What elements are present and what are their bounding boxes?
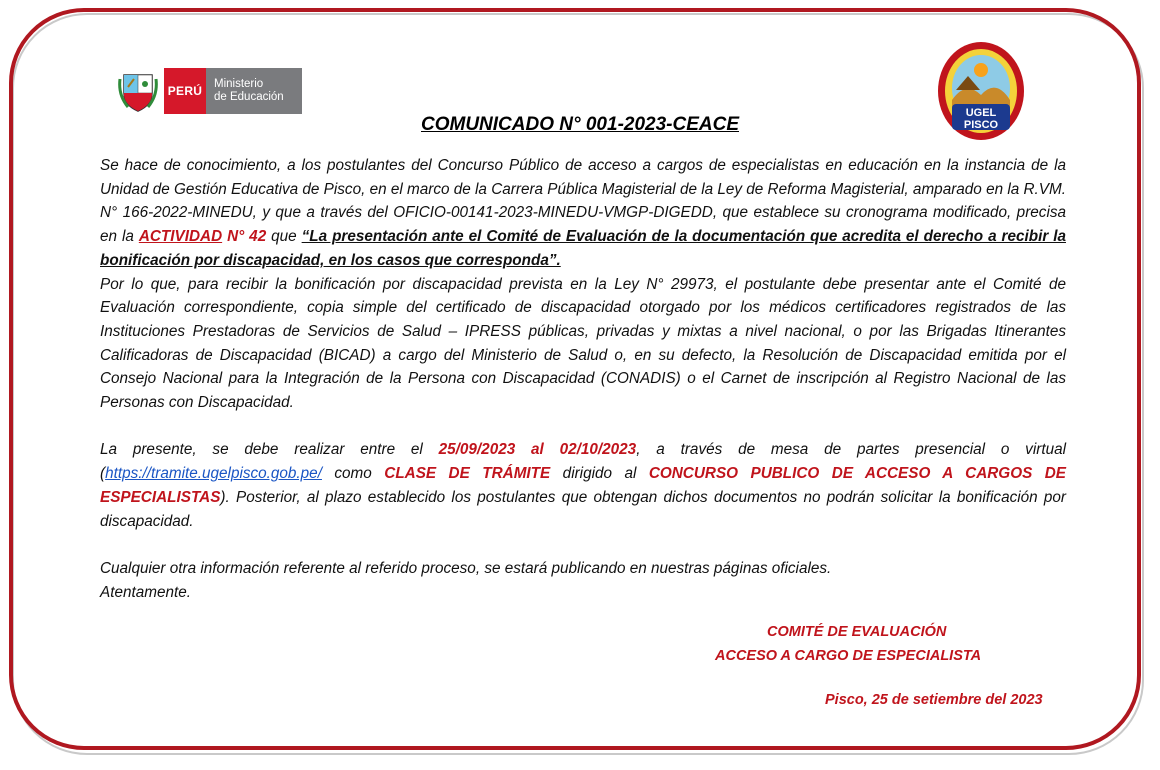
p1-text-1: Se hace de conocimiento, a los postulantes del Concurso Público de acceso a cargos de especialistas en educación en la instancia de la Unidad de Gestión Educativa de Pisco, en el marco de la Carrera Pública Magisterial de la Ley de Reforma Magisterial, amparado en la R.VM. N° 166-2022-MINEDU, y que a través del OFICIO-00141-2023-MINEDU-VMGP-DIGEDD, que establece su cronograma modificado, precisa en la: [100, 157, 1066, 246]
place-date: Pisco, 25 de setiembre del 2023: [825, 692, 1043, 708]
p2-text-1: La presente, se debe realizar entre el: [100, 441, 439, 459]
svg-text:UGEL: UGEL: [965, 107, 997, 119]
page-title: COMUNICADO N° 001-2023-CEACE: [421, 114, 739, 135]
peru-coat-of-arms-icon: [118, 69, 158, 113]
document-body: [100, 154, 1066, 604]
p2-text-3: como: [321, 465, 385, 483]
concurso-name: CONCURSO PUBLICO DE ACCESO A CARGOS DE ESPECIALISTAS: [100, 465, 1067, 506]
minedu-logo: [118, 68, 302, 114]
signature-line-1: COMITÉ DE EVALUACIÓN: [767, 624, 947, 640]
paragraph-2: [100, 438, 1066, 533]
actividad-label: ACTIVIDAD: [138, 228, 223, 246]
clase-tramite: CLASE DE TRÁMITE: [384, 465, 551, 483]
date-range: 25/09/2023 al 02/10/2023: [438, 441, 637, 459]
p2-text-5: ). Posterior, al plazo establecido los postulantes que obtengan dichos documentos no podrán solicitar la bonificación por discapacidad.: [100, 488, 1066, 530]
p2-text-2: , a través de mesa de partes presencial o virtual (: [100, 441, 1066, 483]
paragraph-3: [100, 557, 1066, 604]
p3-line-1: Cualquier otra información referente al referido proceso, se estará publicando en nuestras páginas oficiales.: [100, 559, 832, 577]
tramite-link[interactable]: https://tramite.ugelpisco.gob.pe/: [105, 465, 322, 483]
peru-label: PERÚ: [164, 68, 206, 114]
ministry-line2: de Educación: [214, 91, 284, 103]
paragraph-1: [100, 154, 1066, 415]
ministry-label: [206, 68, 302, 114]
actividad-quote: “La presentación ante el Comité de Evaluación de la documentación que acredita el derecho a recibir la bonificación por discapacidad, en los casos que corresponda”.: [100, 228, 1066, 269]
p3-line-2: Atentamente.: [100, 583, 191, 601]
svg-text:PISCO: PISCO: [963, 119, 999, 131]
ministry-line1: Ministerio: [214, 78, 264, 90]
signature-line-2: ACCESO A CARGO DE ESPECIALISTA: [715, 648, 982, 664]
p1-text-3: Por lo que, para recibir la bonificación por discapacidad prevista en la Ley N° 29973, el postulante debe presentar ante el Comité de Evaluación correspondiente, copia simple del certificado de discapacidad otorgado por los médicos certificadores registrados de las Instituciones Prestadoras de Servicios de Salud – IPRESS públicas, privadas y mixtas a nivel nacional, o por las Brigadas Itinerantes Calificadoras de Discapacidad (BICAD) a cargo del Ministerio de Salud o, en su defecto, la Resolución de Discapacidad emitida por el Consejo Nacional para la Integración de la Persona con Discapacidad (CONADIS) o el Carnet de inscripción al Registro Nacional de las Personas con Discapacidad.: [100, 275, 1066, 412]
p2-text-4: dirigido al: [550, 465, 649, 483]
p1-text-2: que: [266, 228, 302, 246]
actividad-number: N° 42: [222, 228, 267, 246]
